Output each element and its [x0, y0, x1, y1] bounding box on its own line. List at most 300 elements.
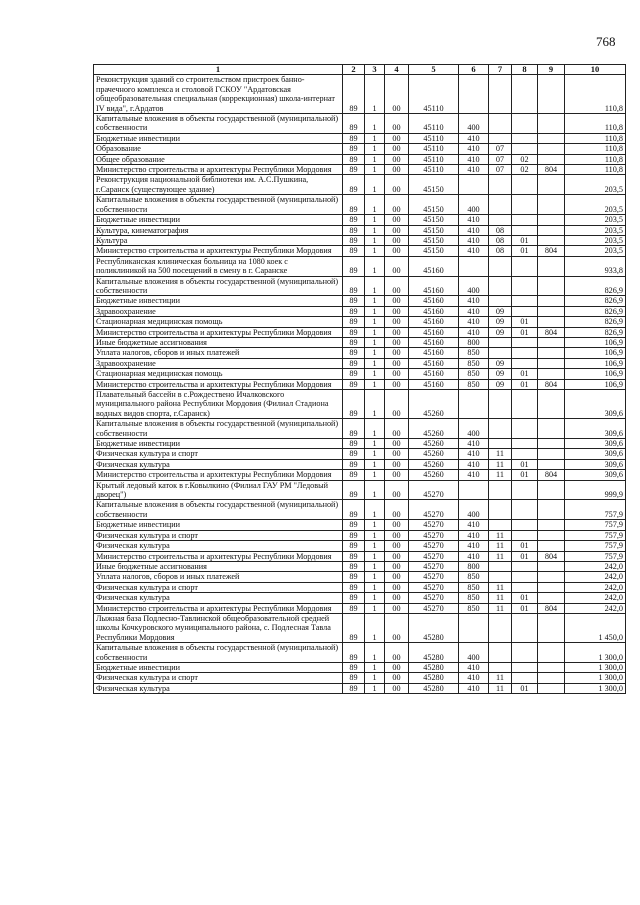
table-header-row — [94, 65, 626, 75]
row-code-cell: 1 — [365, 256, 385, 276]
row-code-cell — [512, 561, 538, 571]
row-code-cell — [538, 541, 565, 551]
row-code-cell: 11 — [489, 603, 512, 613]
row-code-cell: 01 — [512, 459, 538, 469]
row-code-cell: 00 — [385, 75, 409, 114]
row-code-cell: 1 — [365, 561, 385, 571]
row-code-cell: 45160 — [409, 256, 459, 276]
row-code-cell: 89 — [343, 500, 365, 520]
row-code-cell: 804 — [538, 379, 565, 389]
column-header-9: 9 — [538, 65, 565, 75]
row-code-cell: 00 — [385, 500, 409, 520]
row-name-cell: Иные бюджетные ассигнования — [94, 337, 343, 347]
row-code-cell: 45280 — [409, 643, 459, 663]
row-code-cell: 00 — [385, 327, 409, 337]
row-name-cell: Министерство строительства и архитектуры Республики Мордовия — [94, 327, 343, 337]
row-code-cell — [538, 306, 565, 316]
row-code-cell: 89 — [343, 358, 365, 368]
row-code-cell — [538, 256, 565, 276]
row-code-cell: 45270 — [409, 603, 459, 613]
row-code-cell: 1 — [365, 235, 385, 245]
row-code-cell: 89 — [343, 683, 365, 693]
table-row — [94, 235, 626, 245]
row-amount-cell: 309,6 — [565, 470, 626, 480]
row-amount-cell: 203,5 — [565, 225, 626, 235]
row-amount-cell: 106,9 — [565, 337, 626, 347]
row-amount-cell: 757,9 — [565, 551, 626, 561]
row-code-cell — [489, 419, 512, 439]
column-header-4: 4 — [385, 65, 409, 75]
row-code-cell: 45270 — [409, 551, 459, 561]
row-code-cell: 00 — [385, 459, 409, 469]
row-code-cell: 00 — [385, 449, 409, 459]
row-amount-cell: 309,6 — [565, 449, 626, 459]
row-code-cell: 45160 — [409, 369, 459, 379]
row-code-cell — [459, 390, 489, 419]
row-name-cell: Реконструкция национальной библиотеки им. А.С.Пушкина, г.Саранск (существующее здание) — [94, 175, 343, 195]
row-code-cell: 1 — [365, 379, 385, 389]
row-code-cell: 410 — [459, 144, 489, 154]
row-code-cell — [512, 114, 538, 134]
row-code-cell: 1 — [365, 470, 385, 480]
row-code-cell: 89 — [343, 133, 365, 143]
row-code-cell: 45260 — [409, 449, 459, 459]
row-amount-cell: 757,9 — [565, 500, 626, 520]
row-code-cell — [538, 561, 565, 571]
row-code-cell: 45150 — [409, 235, 459, 245]
row-code-cell: 01 — [512, 235, 538, 245]
row-name-cell: Физическая культура и спорт — [94, 449, 343, 459]
table-row — [94, 369, 626, 379]
row-code-cell: 89 — [343, 175, 365, 195]
row-name-cell: Стационарная медицинская помощь — [94, 369, 343, 379]
table-row — [94, 643, 626, 663]
row-code-cell: 45280 — [409, 673, 459, 683]
row-code-cell: 89 — [343, 541, 365, 551]
row-code-cell — [489, 439, 512, 449]
row-name-cell: Здравоохранение — [94, 306, 343, 316]
page-number: 768 — [596, 34, 616, 49]
row-code-cell — [489, 75, 512, 114]
row-code-cell: 410 — [459, 449, 489, 459]
row-name-cell: Капитальные вложения в объекты государственной (муниципальной) собственности — [94, 419, 343, 439]
row-code-cell: 09 — [489, 306, 512, 316]
row-code-cell — [489, 337, 512, 347]
row-code-cell: 11 — [489, 593, 512, 603]
row-code-cell: 00 — [385, 520, 409, 530]
row-code-cell: 1 — [365, 195, 385, 215]
row-code-cell — [489, 296, 512, 306]
row-name-cell: Крытый ледовый каток в г.Ковылкино (Филиал ГАУ РМ "Ледовый дворец") — [94, 480, 343, 500]
row-code-cell: 45260 — [409, 390, 459, 419]
table-row — [94, 603, 626, 613]
row-code-cell: 1 — [365, 369, 385, 379]
row-code-cell: 00 — [385, 379, 409, 389]
table-row — [94, 215, 626, 225]
row-code-cell: 410 — [459, 235, 489, 245]
row-name-cell: Бюджетные инвестиции — [94, 133, 343, 143]
row-code-cell — [489, 215, 512, 225]
row-code-cell: 45270 — [409, 520, 459, 530]
table-row — [94, 296, 626, 306]
row-amount-cell: 106,9 — [565, 348, 626, 358]
row-name-cell: Министерство строительства и архитектуры Республики Мордовия — [94, 551, 343, 561]
row-amount-cell: 110,8 — [565, 154, 626, 164]
row-code-cell: 89 — [343, 662, 365, 672]
row-code-cell: 89 — [343, 165, 365, 175]
row-name-cell: Бюджетные инвестиции — [94, 296, 343, 306]
row-code-cell — [512, 449, 538, 459]
row-code-cell — [512, 643, 538, 663]
row-code-cell — [538, 175, 565, 195]
row-code-cell: 1 — [365, 75, 385, 114]
row-code-cell: 45110 — [409, 144, 459, 154]
table-row — [94, 165, 626, 175]
table-row — [94, 306, 626, 316]
row-code-cell — [512, 673, 538, 683]
table-row — [94, 520, 626, 530]
row-code-cell: 1 — [365, 449, 385, 459]
row-code-cell: 1 — [365, 530, 385, 540]
row-name-cell: Бюджетные инвестиции — [94, 662, 343, 672]
row-code-cell: 02 — [512, 165, 538, 175]
row-code-cell: 00 — [385, 390, 409, 419]
row-code-cell: 00 — [385, 144, 409, 154]
row-code-cell — [459, 175, 489, 195]
row-amount-cell: 309,6 — [565, 439, 626, 449]
row-code-cell — [512, 358, 538, 368]
table-row — [94, 246, 626, 256]
row-code-cell — [538, 235, 565, 245]
row-code-cell — [538, 133, 565, 143]
row-code-cell: 89 — [343, 348, 365, 358]
row-code-cell — [538, 500, 565, 520]
table-row — [94, 256, 626, 276]
row-code-cell: 89 — [343, 225, 365, 235]
row-code-cell: 1 — [365, 551, 385, 561]
row-code-cell: 01 — [512, 379, 538, 389]
row-code-cell: 89 — [343, 154, 365, 164]
row-code-cell — [459, 75, 489, 114]
row-code-cell: 45110 — [409, 165, 459, 175]
row-code-cell: 09 — [489, 317, 512, 327]
row-code-cell: 804 — [538, 327, 565, 337]
table-row — [94, 551, 626, 561]
row-code-cell: 400 — [459, 114, 489, 134]
row-code-cell — [459, 256, 489, 276]
row-code-cell: 09 — [489, 369, 512, 379]
row-code-cell — [538, 348, 565, 358]
row-code-cell: 45160 — [409, 327, 459, 337]
row-code-cell: 45150 — [409, 246, 459, 256]
table-row — [94, 317, 626, 327]
row-code-cell: 410 — [459, 165, 489, 175]
row-code-cell: 1 — [365, 144, 385, 154]
row-code-cell — [538, 317, 565, 327]
row-name-cell: Физическая культура и спорт — [94, 673, 343, 683]
table-row — [94, 530, 626, 540]
row-name-cell: Физическая культура — [94, 593, 343, 603]
row-code-cell: 45280 — [409, 613, 459, 642]
row-code-cell: 45160 — [409, 276, 459, 296]
row-code-cell: 89 — [343, 317, 365, 327]
row-code-cell: 850 — [459, 379, 489, 389]
row-code-cell: 45160 — [409, 306, 459, 316]
row-code-cell: 11 — [489, 470, 512, 480]
row-code-cell: 410 — [459, 154, 489, 164]
row-code-cell: 00 — [385, 603, 409, 613]
row-code-cell — [538, 75, 565, 114]
row-code-cell: 00 — [385, 551, 409, 561]
row-code-cell: 400 — [459, 419, 489, 439]
row-code-cell: 850 — [459, 593, 489, 603]
row-code-cell: 1 — [365, 613, 385, 642]
row-code-cell: 00 — [385, 215, 409, 225]
row-code-cell: 07 — [489, 165, 512, 175]
row-code-cell: 08 — [489, 225, 512, 235]
row-code-cell — [489, 133, 512, 143]
row-code-cell — [489, 572, 512, 582]
row-code-cell: 850 — [459, 603, 489, 613]
row-code-cell: 89 — [343, 114, 365, 134]
row-code-cell: 1 — [365, 348, 385, 358]
row-name-cell: Образование — [94, 144, 343, 154]
row-code-cell: 07 — [489, 144, 512, 154]
row-code-cell: 45270 — [409, 593, 459, 603]
row-code-cell — [538, 225, 565, 235]
table-row — [94, 470, 626, 480]
row-code-cell — [489, 195, 512, 215]
row-code-cell: 410 — [459, 296, 489, 306]
row-code-cell: 89 — [343, 256, 365, 276]
row-code-cell: 850 — [459, 348, 489, 358]
row-code-cell — [489, 256, 512, 276]
table-row — [94, 561, 626, 571]
row-code-cell: 89 — [343, 75, 365, 114]
row-code-cell: 1 — [365, 165, 385, 175]
row-code-cell: 1 — [365, 306, 385, 316]
row-code-cell: 00 — [385, 683, 409, 693]
row-code-cell: 00 — [385, 662, 409, 672]
row-code-cell — [538, 683, 565, 693]
row-code-cell — [538, 215, 565, 225]
row-code-cell: 1 — [365, 337, 385, 347]
row-amount-cell: 826,9 — [565, 306, 626, 316]
row-code-cell: 89 — [343, 643, 365, 663]
row-code-cell: 89 — [343, 390, 365, 419]
row-code-cell — [538, 459, 565, 469]
row-code-cell: 89 — [343, 593, 365, 603]
row-code-cell: 410 — [459, 459, 489, 469]
row-code-cell: 00 — [385, 480, 409, 500]
row-code-cell: 00 — [385, 530, 409, 540]
row-code-cell: 00 — [385, 235, 409, 245]
row-code-cell: 45280 — [409, 662, 459, 672]
row-amount-cell: 1 300,0 — [565, 673, 626, 683]
row-code-cell — [489, 390, 512, 419]
row-amount-cell: 933,8 — [565, 256, 626, 276]
table-row — [94, 337, 626, 347]
row-name-cell: Реконструкция зданий со строительством пристроек банно-прачечного комплекса и столовой ГСКОУ "Ардатовская общеобразовательная специальная (коррекционная) школа-интернат IV вида", г.Ардатов — [94, 75, 343, 114]
row-code-cell: 800 — [459, 337, 489, 347]
table-row — [94, 327, 626, 337]
row-code-cell — [512, 662, 538, 672]
table-row — [94, 662, 626, 672]
table-row — [94, 144, 626, 154]
row-amount-cell: 110,8 — [565, 75, 626, 114]
row-code-cell: 45160 — [409, 348, 459, 358]
row-name-cell: Бюджетные инвестиции — [94, 215, 343, 225]
row-code-cell: 09 — [489, 379, 512, 389]
row-amount-cell: 242,0 — [565, 603, 626, 613]
row-code-cell: 45160 — [409, 379, 459, 389]
row-amount-cell: 203,5 — [565, 235, 626, 245]
row-name-cell: Министерство строительства и архитектуры Республики Мордовия — [94, 379, 343, 389]
row-amount-cell: 203,5 — [565, 175, 626, 195]
row-code-cell: 1 — [365, 582, 385, 592]
table-body — [94, 75, 626, 694]
row-code-cell: 00 — [385, 175, 409, 195]
row-amount-cell: 309,6 — [565, 459, 626, 469]
row-code-cell: 89 — [343, 459, 365, 469]
table-row — [94, 195, 626, 215]
row-code-cell: 45110 — [409, 75, 459, 114]
table-row — [94, 133, 626, 143]
table-row — [94, 379, 626, 389]
row-code-cell: 11 — [489, 459, 512, 469]
column-header-3: 3 — [365, 65, 385, 75]
row-name-cell: Культура, кинематография — [94, 225, 343, 235]
row-code-cell: 11 — [489, 551, 512, 561]
row-name-cell: Физическая культура — [94, 459, 343, 469]
row-amount-cell: 110,8 — [565, 114, 626, 134]
row-code-cell: 01 — [512, 470, 538, 480]
row-code-cell: 01 — [512, 317, 538, 327]
row-code-cell — [538, 195, 565, 215]
row-code-cell: 08 — [489, 235, 512, 245]
row-amount-cell: 110,8 — [565, 144, 626, 154]
row-code-cell — [512, 419, 538, 439]
row-code-cell: 45150 — [409, 215, 459, 225]
row-amount-cell: 106,9 — [565, 369, 626, 379]
table-row — [94, 75, 626, 114]
row-amount-cell: 203,5 — [565, 215, 626, 225]
row-code-cell: 00 — [385, 348, 409, 358]
table-row — [94, 114, 626, 134]
row-code-cell — [538, 114, 565, 134]
row-code-cell: 89 — [343, 306, 365, 316]
row-code-cell — [489, 500, 512, 520]
row-code-cell: 1 — [365, 358, 385, 368]
row-name-cell: Уплата налогов, сборов и иных платежей — [94, 572, 343, 582]
row-code-cell: 850 — [459, 572, 489, 582]
row-code-cell: 89 — [343, 276, 365, 296]
row-code-cell: 00 — [385, 114, 409, 134]
row-code-cell — [489, 643, 512, 663]
row-code-cell — [459, 613, 489, 642]
row-amount-cell: 1 300,0 — [565, 683, 626, 693]
row-code-cell — [538, 419, 565, 439]
row-code-cell — [538, 530, 565, 540]
row-code-cell: 11 — [489, 673, 512, 683]
row-code-cell: 01 — [512, 551, 538, 561]
row-code-cell — [512, 348, 538, 358]
row-code-cell: 45270 — [409, 480, 459, 500]
row-code-cell: 00 — [385, 195, 409, 215]
row-code-cell: 1 — [365, 439, 385, 449]
row-code-cell: 1 — [365, 572, 385, 582]
row-code-cell: 01 — [512, 327, 538, 337]
row-code-cell: 410 — [459, 215, 489, 225]
row-code-cell: 89 — [343, 439, 365, 449]
row-code-cell: 08 — [489, 246, 512, 256]
row-code-cell: 89 — [343, 379, 365, 389]
table-row — [94, 541, 626, 551]
row-amount-cell: 826,9 — [565, 327, 626, 337]
row-code-cell: 89 — [343, 337, 365, 347]
row-amount-cell: 309,6 — [565, 419, 626, 439]
row-code-cell: 09 — [489, 327, 512, 337]
row-code-cell: 45150 — [409, 195, 459, 215]
row-amount-cell: 106,9 — [565, 358, 626, 368]
row-code-cell: 400 — [459, 643, 489, 663]
row-code-cell: 45160 — [409, 317, 459, 327]
row-code-cell — [512, 572, 538, 582]
table-row — [94, 390, 626, 419]
row-code-cell — [489, 175, 512, 195]
row-code-cell: 00 — [385, 337, 409, 347]
row-code-cell: 00 — [385, 572, 409, 582]
row-code-cell — [538, 613, 565, 642]
row-code-cell: 1 — [365, 175, 385, 195]
row-code-cell: 89 — [343, 215, 365, 225]
row-code-cell: 89 — [343, 603, 365, 613]
row-code-cell: 1 — [365, 390, 385, 419]
table-row — [94, 358, 626, 368]
row-code-cell: 89 — [343, 144, 365, 154]
row-code-cell — [512, 520, 538, 530]
row-code-cell: 00 — [385, 296, 409, 306]
row-code-cell: 410 — [459, 439, 489, 449]
table-row — [94, 613, 626, 642]
row-name-cell: Общее образование — [94, 154, 343, 164]
row-name-cell: Физическая культура и спорт — [94, 530, 343, 540]
table-row — [94, 593, 626, 603]
row-code-cell: 800 — [459, 561, 489, 571]
row-name-cell: Министерство строительства и архитектуры Республики Мордовия — [94, 603, 343, 613]
row-code-cell: 89 — [343, 327, 365, 337]
table-row — [94, 276, 626, 296]
row-code-cell: 45150 — [409, 175, 459, 195]
row-code-cell: 1 — [365, 673, 385, 683]
row-code-cell: 89 — [343, 530, 365, 540]
row-amount-cell: 203,5 — [565, 246, 626, 256]
row-code-cell: 45270 — [409, 530, 459, 540]
row-amount-cell: 757,9 — [565, 520, 626, 530]
table-row — [94, 439, 626, 449]
row-code-cell: 410 — [459, 225, 489, 235]
row-code-cell: 00 — [385, 439, 409, 449]
row-code-cell — [538, 643, 565, 663]
table-row — [94, 225, 626, 235]
row-code-cell: 410 — [459, 306, 489, 316]
row-code-cell: 410 — [459, 327, 489, 337]
row-code-cell: 410 — [459, 662, 489, 672]
row-code-cell: 45150 — [409, 225, 459, 235]
column-header-5: 5 — [409, 65, 459, 75]
row-code-cell: 01 — [512, 369, 538, 379]
row-code-cell: 89 — [343, 246, 365, 256]
